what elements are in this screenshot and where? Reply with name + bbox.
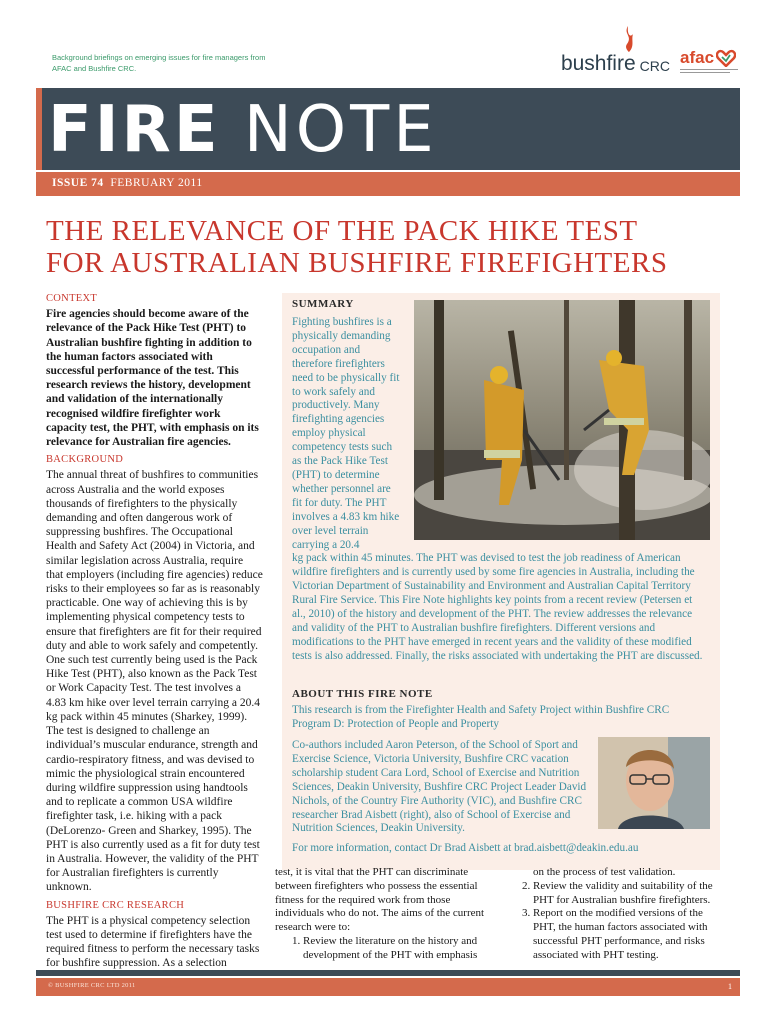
crc-logo-text: CRC bbox=[639, 58, 670, 74]
about-heading: ABOUT THIS FIRE NOTE bbox=[292, 688, 433, 700]
researcher-portrait-photo bbox=[598, 737, 710, 829]
right-column bbox=[505, 866, 723, 963]
aims-list-continued bbox=[505, 880, 723, 963]
context-heading: CONTEXT bbox=[46, 293, 98, 304]
aim-1: 1. Review the literature on the history and development of the PHT with emphasis bbox=[303, 935, 495, 963]
aims-list bbox=[275, 935, 495, 963]
page-number: 1 bbox=[728, 982, 732, 991]
fire-note-title bbox=[48, 90, 438, 170]
footer-bar bbox=[36, 978, 740, 996]
summary-text bbox=[292, 316, 708, 664]
fire-title-bold: FIRE bbox=[48, 93, 221, 167]
about-text: This research is from the Firefighter Health and Safety Project within Bushfire CRC Program D: Protection of People and Property bbox=[292, 704, 670, 730]
issue-date: FEBRUARY 2011 bbox=[110, 177, 203, 189]
afac-logo-text: afac bbox=[680, 48, 715, 67]
footer-copyright: © BUSHFIRE CRC LTD 2011 bbox=[48, 982, 136, 989]
context-text: Fire agencies should become aware of the relevance of the Pack Hike Test (PHT) to Australian bushfire fighting in addition to the human factors associated with successful performance of the test. This research reviews the history, development and validation of the internationally recognised wildfire firefighter work capacity test, the PHT, with emphasis on its relevance for Australian fire agencies. bbox=[46, 308, 259, 449]
article-title-line-2: FOR AUSTRALIAN BUSHFIRE FIREFIGHTERS bbox=[46, 247, 668, 279]
afac-heart-icon bbox=[716, 49, 736, 67]
afac-subtitle-lines bbox=[680, 68, 740, 76]
header-logos bbox=[561, 26, 740, 76]
header-tagline: Background briefings on emerging issues for fire managers from AFAC and Bushfire CRC. bbox=[52, 53, 266, 73]
summary-text-wide: kg pack within 45 minutes. The PHT was devised to test the job readiness of American wildfire firefighters and is currently used by some fire agencies in Australia, including the Victorian Department of Sustainability and Environment and Australian Capital Territory Rural Fire Service. This Fire Note highlights key points from a recent review (Petersen et al., 2010) of the history and development of the PHT. The review addresses the relevance and validity of the PHT to Australian bushfire firefighters. Different versions and modifications to the PHT have emerged in recent years and the validity of these modified tests is also addressed. Finally, the risks associated with undertaking the PHT are discussed. bbox=[292, 552, 703, 662]
coauthors-text: Co-authors included Aaron Peterson, of the School of Sport and Exercise Science, Victoria University, Bushfire CRC vacation scholarship student Cara Lord, School of Exercise and Nutrition Sciences, Deakin University, Bushfire CRC Project Leader David Nichols, of the Country Fire Authority (VIC), and Bushfire CRC researcher Brad Aisbett (right), also of School of Exercise and Nutrition Sciences, Deakin University. bbox=[292, 739, 587, 835]
aim-1-continued: on the process of test validation. bbox=[533, 866, 676, 878]
aim-2: 2. Review the validity and suitability of the PHT for Australian bushfire firefighters. bbox=[533, 880, 723, 908]
bushfire-crc-logo bbox=[561, 52, 670, 76]
afac-logo bbox=[680, 48, 740, 76]
summary-text-narrow: Fighting bushfires is a physically demanding occupation and therefore firefighters need to be physically fit to work safely and productively. Many firefighting agencies employ physical competency tests such as the Pack Hike Test (PHT) to determine whether personnel are fit for duty. The PHT involves a 4.83 km hike over level terrain carrying a 20.4 bbox=[292, 316, 400, 551]
contact-text: For more information, contact Dr Brad Aisbett at brad.aisbett@deakin.edu.au bbox=[292, 842, 639, 854]
issue-info bbox=[52, 177, 203, 189]
left-column bbox=[46, 290, 263, 971]
aims-intro-text: test, it is vital that the PHT can discriminate between firefighters who possess the essential fitness for the required work from those individuals who do not. The aims of the current research were to: bbox=[275, 866, 485, 934]
background-text: The annual threat of bushfires to communities across Australia and the world exposes thousands of firefighters to the physically demanding and often dangerous work of suppressing bushfires. The Occupational Health and Safety Act (2004) in Victoria, and similar legislation across Australia, require that employers (including fire agencies) reduce risks to their employees so far as is reasonably practicable. One way of achieving this is by implementing physical competency tests to ensure that firefighters are fit for their required duty and able to work safely and competently. One such test currently being used is the Pack Hike Test (PHT), also known as the Pack Test or Work Capacity Test. The test involves a 4.83 km hike over level terrain carrying a 20.4 kg pack within 45 minutes (Sharkey, 1999). The test is designed to challenge an individual’s muscular endurance, strength and cardio-respiratory fitness, and was devised to mimic the physiological strain encountered during wildfire suppression using handtools and to replicate a common USA wildfire firefighter task, i.e. hiking with a pack (DeLorenzo- Green and Sharkey, 1995). The PHT is also currently used as a fit for duty test in Australia. However, the validity of the PHT for Australian firefighters is currently unknown. bbox=[46, 469, 263, 894]
bushfire-logo-text: bushfire bbox=[560, 52, 636, 75]
aim-3: 3. Report on the modified versions of the PHT, the human factors associated with successful PHT performance, and risks associated with PHT testing. bbox=[533, 907, 723, 962]
summary-heading: SUMMARY bbox=[292, 298, 354, 310]
middle-column bbox=[275, 866, 495, 963]
article-title bbox=[46, 215, 736, 279]
note-title-light: NOTE bbox=[243, 93, 438, 167]
research-heading: BUSHFIRE CRC RESEARCH bbox=[46, 899, 185, 911]
flame-icon bbox=[621, 26, 635, 52]
research-text: The PHT is a physical competency selection test used to determine if firefighters have the required fitness to perform the necessary tasks for bushfire suppression. As a selection bbox=[46, 914, 260, 970]
researcher-portrait-illustration bbox=[598, 737, 710, 829]
title-band-accent bbox=[36, 88, 42, 170]
background-heading: BACKGROUND bbox=[46, 454, 124, 466]
issue-number: ISSUE 74 bbox=[52, 177, 104, 189]
footer-bar-top bbox=[36, 970, 740, 976]
article-title-line-1: THE RELEVANCE OF THE PACK HIKE TEST bbox=[46, 215, 638, 247]
